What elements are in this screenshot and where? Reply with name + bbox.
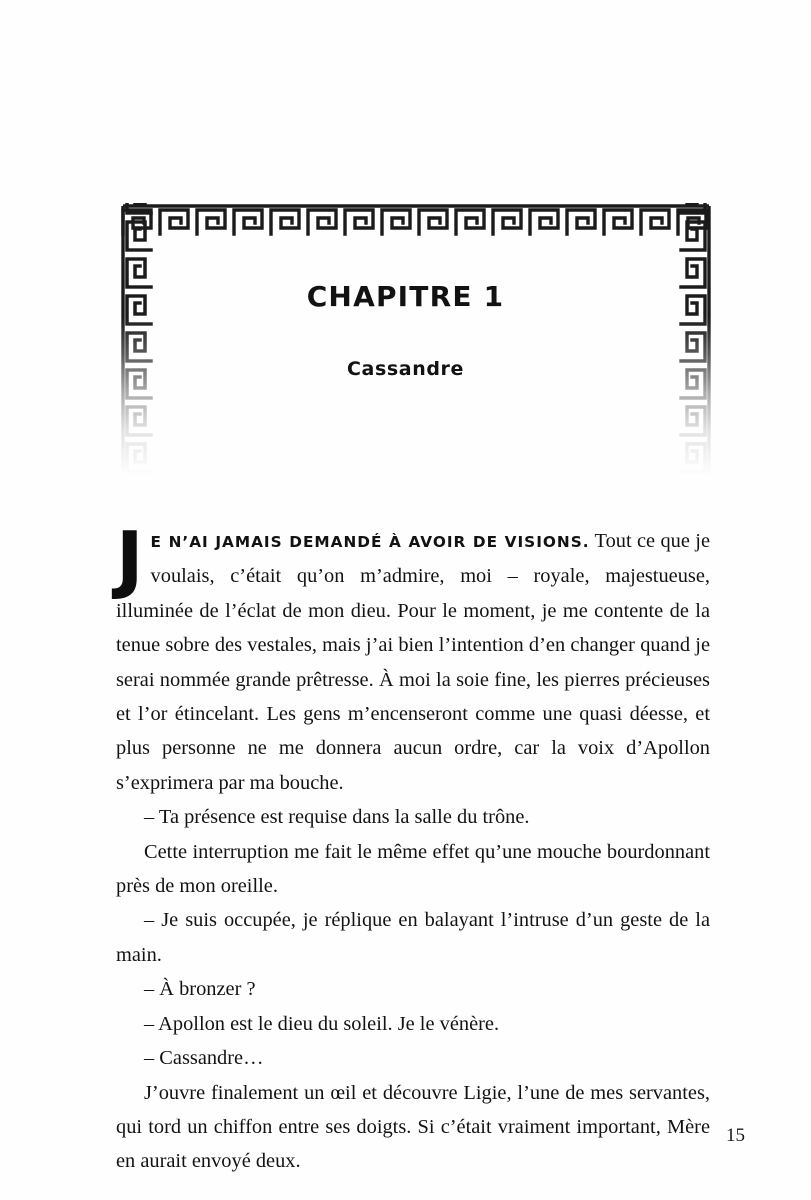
paragraph-text: – Cassandre… — [144, 1047, 264, 1070]
paragraph-text: Tout ce que je voulais, c’était qu’on m’admire, moi – royale, majestueuse, illuminée de l’éclat de mon dieu. Pour le moment, je me contente de la tenue sobre des vestales, mais j’ai bien l’intention d’en changer quand je serai nommée grande prêtresse. À moi la soie fine, les pierres précieuses et l’or étincelant. Les gens m’encenseront comme une quasi déesse, et plus personne ne me donnera aucun ordre, car la voix d’Apollon s’exprimera par ma bouche. — [116, 530, 711, 794]
paragraph-dialogue — [116, 1007, 710, 1041]
chapter-title: CHAPITRE 1 — [306, 280, 505, 313]
paragraph-narration — [116, 1076, 710, 1179]
greek-key-border-ornament — [120, 203, 712, 475]
paragraph-opening — [116, 516, 711, 800]
paragraph-text: – À bronzer ? — [144, 978, 256, 1001]
page-number: 15 — [726, 1125, 745, 1146]
paragraph-dialogue — [116, 1041, 710, 1075]
chapter-subtitle: Cassandre — [347, 357, 464, 380]
paragraph-text: J’ouvre finalement un œil et découvre Ligie, l’une de mes servantes, qui tord un chiffon entre ses doigts. Si c’était vraiment important, Mère en aurait envoyé deux. — [116, 1081, 710, 1173]
paragraph-dialogue — [116, 903, 710, 972]
paragraph-text: – Je suis occupée, je réplique en balayant l’intruse d’un geste de la main. — [116, 909, 710, 966]
incipit-small-caps: E N’AI JAMAIS DEMANDÉ À AVOIR DE VISIONS. — [150, 533, 590, 551]
paragraph-text: – Apollon est le dieu du soleil. Je le vénère. — [144, 1012, 500, 1035]
paragraph-narration — [116, 835, 710, 904]
chapter-body-text — [116, 516, 711, 1179]
paragraph-text: Cette interruption me fait le même effet qu’une mouche bourdonnant près de mon oreille. — [116, 840, 710, 898]
paragraph-dialogue — [116, 800, 710, 834]
drop-cap: J — [116, 516, 144, 602]
paragraph-text: – Ta présence est requise dans la salle du trône. — [144, 806, 530, 829]
paragraph-dialogue — [116, 972, 710, 1006]
